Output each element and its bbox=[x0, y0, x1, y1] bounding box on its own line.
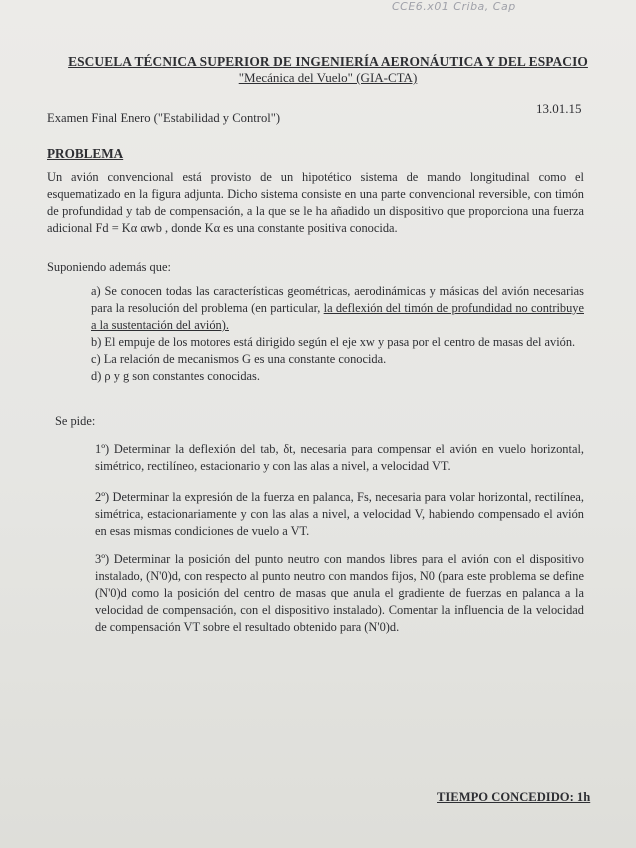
exam-title: Examen Final Enero ("Estabilidad y Control") bbox=[47, 111, 281, 125]
assumption-d: d) ρ y g son constantes conocidas. bbox=[91, 369, 260, 383]
question-3: 3º) Determinar la posición del punto neutro con mandos libres para el avión con el dispositivo instalado, (N'0)d, con respecto al punto neutro con mandos fijos, N0 (para este problema se define (N'0)d como la posición del centro de masas que anula el gradiente de fuerzas en palanca a la velocidad de compensación, con el dispositivo instalado). Comentar la influencia de la velocidad de compensación VT sobre el resultado obtenido para (N'0)d. bbox=[95, 552, 584, 634]
subject-title: "Mecánica del Vuelo" (GIA-CTA) bbox=[238, 70, 418, 85]
exam-date: 13.01.15 bbox=[536, 101, 582, 116]
assumption-c: c) La relación de mecanismos G es una constante conocida. bbox=[91, 352, 387, 366]
question-2: 2º) Determinar la expresión de la fuerza en palanca, Fs, necesaria para volar horizontal, rectilínea, simétrica, estacionariamente y con las alas a nivel, a velocidad V, habiendo compensado el avión en esas mismas condiciones de vuelo a VT. bbox=[95, 490, 584, 538]
asked-heading: Se pide: bbox=[55, 414, 96, 428]
question-1: 1º) Determinar la deflexión del tab, δt, necesaria para compensar el avión en vuelo horizontal, simétrico, rectilíneo, estacionario y con las alas a nivel, a velocidad VT. bbox=[95, 442, 584, 473]
handwritten-note: CCE6.x01 Criba, Cap bbox=[392, 0, 516, 13]
time-allowed: TIEMPO CONCEDIDO: 1h bbox=[437, 790, 591, 804]
assumption-a-text: a) Se conocen todas las características geométricas, aerodinámicas y másicas del avión necesarias para la resolución del problema (en particular, bbox=[91, 284, 584, 315]
assumption-a bbox=[91, 283, 584, 334]
problem-heading: PROBLEMA bbox=[47, 146, 124, 161]
problem-statement: Un avión convencional está provisto de un hipotético sistema de mando longitudinal como el esquematizado en la figura adjunta. Dicho sistema consiste en una parte convencional reversible, con timón de profundidad y tab de compensación, a la que se le ha añadido un dispositivo que proporciona una fuerza adicional Fd = Kα αwb , donde Kα es una constante positiva conocida. bbox=[47, 170, 584, 235]
assumptions-list bbox=[91, 283, 584, 385]
assumption-a-underlined: la deflexión del timón de profundidad no contribuye a la sustentación del avión). bbox=[91, 301, 584, 332]
school-title: ESCUELA TÉCNICA SUPERIOR DE INGENIERÍA AERONÁUTICA Y DEL ESPACIO bbox=[68, 54, 588, 69]
assumptions-intro: Suponiendo además que: bbox=[47, 260, 171, 274]
assumption-b: b) El empuje de los motores está dirigido según el eje xw y pasa por el centro de masas del avión. bbox=[91, 335, 576, 349]
